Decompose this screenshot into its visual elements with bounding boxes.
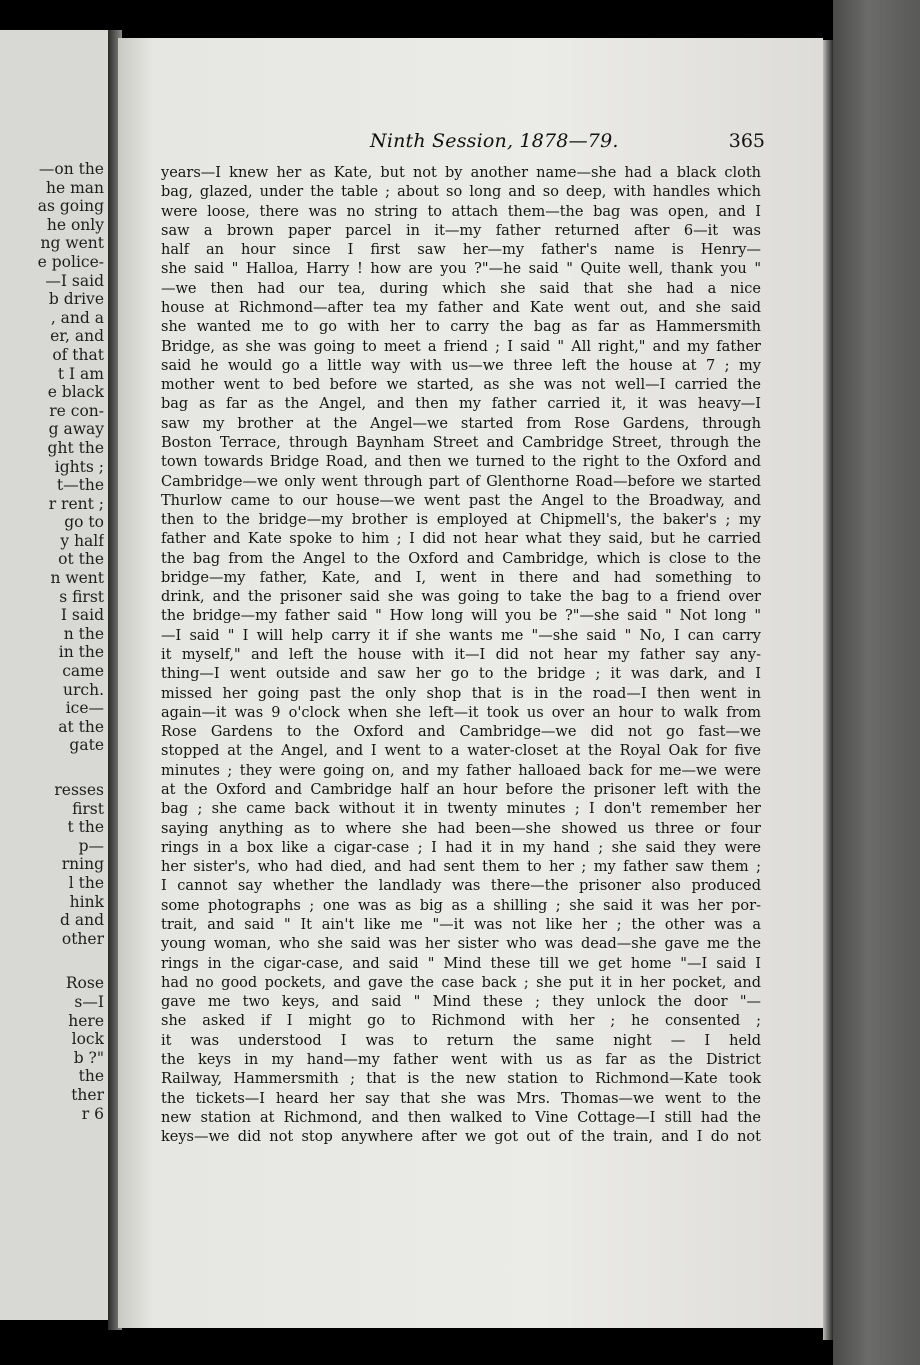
text-line: rings in the cigar-case, and said " Mind these till we get home "—I said I	[161, 955, 761, 972]
text-line: new station at Richmond, and then walked to Vine Cottage—I still had the	[161, 1109, 761, 1126]
text-line: stopped at the Angel, and I went to a water-closet at the Royal Oak for five	[161, 743, 761, 760]
text-line: said he would go a little way with us—we three left the house at 7 ; my	[161, 357, 761, 374]
text-line: Railway, Hammersmith ; that is the new station to Richmond—Kate took	[161, 1071, 761, 1088]
text-line: she said " Halloa, Harry ! how are you ?"—he said " Quite well, thank you "	[161, 261, 761, 278]
facing-page-line: in the	[58, 643, 104, 662]
text-line: at the Oxford and Cambridge half an hour before the prisoner left with the	[161, 782, 761, 798]
facing-page-line: he only	[46, 215, 104, 234]
facing-page-line: ot the	[58, 550, 104, 569]
text-line: Rose Gardens to the Oxford and Cambridge—we did not go fast—we	[161, 724, 761, 741]
text-line: it myself," and left the house with it—I did not hear my father say any-	[161, 647, 761, 664]
text-line: saw a brown paper parcel in it—my father returned after 6—it was	[161, 222, 761, 239]
text-line: it was understood I was to return the same night — I held	[161, 1032, 761, 1049]
running-head: Ninth Session, 1878—79.	[370, 130, 619, 152]
text-line: Thurlow came to our house—we went past the Angel to the Broadway, and	[161, 492, 761, 509]
background-shadow	[833, 0, 920, 1365]
text-line: again—it was 9 o'clock when she left—it took us over an hour to walk from	[161, 704, 761, 721]
text-line: mother went to bed before we started, as she was not well—I carried the	[161, 377, 761, 394]
text-line: she asked if I might go to Richmond with her ; he consented ;	[161, 1013, 761, 1030]
paragraph-gap	[0, 948, 104, 974]
text-line: she wanted me to go with her to carry the bag as far as Hammersmith	[161, 319, 761, 336]
text-line: I cannot say whether the landlady was there—the prisoner also produced	[161, 878, 761, 895]
text-line: her sister's, who had died, and had sent them to her ; my father saw them ;	[161, 859, 761, 876]
facing-page-line: er, and	[50, 327, 104, 346]
text-line: gave me two keys, and said " Mind these ; they unlock the door "—	[161, 994, 761, 1011]
facing-page-line: t I am	[57, 364, 104, 383]
facing-page-line: hink	[69, 892, 104, 911]
text-line: bag as far as the Angel, and then my father carried it, it was heavy—I	[161, 396, 761, 413]
facing-page-line: s first	[59, 587, 104, 606]
text-line: half an hour since I first saw her—my father's name is Henry—	[161, 242, 761, 259]
facing-page-line: go to	[64, 513, 104, 532]
facing-page-line: ng went	[40, 234, 104, 253]
facing-page-text	[0, 160, 104, 1123]
facing-page-line: d and	[60, 911, 104, 930]
facing-page-line: r rent ;	[48, 494, 104, 513]
facing-page-line: b ?"	[73, 1048, 104, 1067]
text-line: were loose, there was no string to attach them—the bag was open, and I	[161, 203, 761, 220]
facing-page-line: as going	[37, 197, 104, 216]
facing-page-line: s—I	[74, 992, 104, 1011]
facing-page-line: n went	[50, 569, 104, 588]
text-line: trait, and said " It ain't like me "—it was not like her ; the other was a	[161, 916, 761, 933]
facing-page-line: y half	[60, 531, 104, 550]
text-line: the keys in my hand—my father went with us as far as the District	[161, 1051, 761, 1068]
facing-page-line: rning	[61, 855, 104, 874]
text-line: house at Richmond—after tea my father and Kate went out, and she said	[161, 299, 761, 316]
facing-page-line: lock	[71, 1030, 104, 1049]
facing-page-line: urch.	[63, 680, 104, 699]
facing-page-line: , and a	[50, 308, 104, 327]
text-line: saw my brother at the Angel—we started from Rose Gardens, through	[161, 415, 761, 432]
text-line: minutes ; they were going on, and my father halloaed back for me—we were	[161, 762, 761, 779]
text-line: saying anything as to where she had been—she showed us three or four	[161, 820, 761, 837]
text-line: Cambridge—we only went through part of Glenthorne Road—before we started	[161, 473, 761, 490]
body-text	[161, 164, 761, 1147]
page	[118, 38, 823, 1328]
facing-page-line: ights ;	[54, 457, 104, 476]
text-line: the bridge—my father said " How long will you be ?"—she said " Not long "	[161, 608, 761, 625]
facing-page-line: l the	[68, 873, 104, 892]
text-line: town towards Bridge Road, and then we turned to the right to the Oxford and	[161, 454, 761, 471]
facing-page-line: t the	[67, 818, 104, 837]
facing-page-line: —on the	[38, 160, 104, 178]
facing-page-line: other	[61, 929, 104, 948]
text-line: keys—we did not stop anywhere after we got out of the train, and I do not	[161, 1129, 761, 1146]
facing-page-line: n the	[63, 624, 104, 643]
facing-page-line: first	[72, 799, 104, 818]
text-line: then to the bridge—my brother is employed at Chipmell's, the baker's ; my	[161, 512, 761, 529]
facing-page-line: ther	[71, 1085, 104, 1104]
text-line: —we then had our tea, during which she said that she had a nice	[161, 280, 761, 297]
facing-page-line: e police-	[37, 252, 104, 271]
facing-page-line: r 6	[81, 1104, 104, 1123]
facing-page-line: came	[62, 662, 104, 681]
facing-page-line: Rose	[65, 974, 104, 993]
facing-page-line: e black	[47, 383, 104, 402]
text-line: years—I knew her as Kate, but not by another name—she had a black cloth	[161, 165, 761, 181]
facing-page-line: gate	[69, 736, 104, 755]
facing-page-line: I said	[60, 606, 104, 625]
text-line: thing—I went outside and saw her go to the bridge ; it was dark, and I	[161, 666, 761, 683]
text-line: bridge—my father, Kate, and I, went in there and had something to	[161, 569, 761, 586]
text-line: Bridge, as she was going to meet a friend ; I said " All right," and my father	[161, 338, 761, 355]
facing-page-line: t—the	[56, 476, 104, 495]
text-line: father and Kate spoke to him ; I did not hear what they said, but he carried	[161, 531, 761, 548]
paragraph-gap	[0, 755, 104, 781]
page-number: 365	[728, 130, 765, 152]
facing-page-line: at the	[58, 717, 104, 736]
text-line: bag ; she came back without it in twenty minutes ; I don't remember her	[161, 801, 761, 818]
text-line: Boston Terrace, through Baynham Street and Cambridge Street, through the	[161, 434, 761, 451]
text-line: some photographs ; one was as big as a shilling ; she said it was her por-	[161, 897, 761, 914]
text-line: the tickets—I heard her say that she was Mrs. Thomas—we went to the	[161, 1090, 761, 1107]
text-line: missed her going past the only shop that is in the road—I then went in	[161, 685, 761, 702]
page-edge	[823, 40, 833, 1340]
facing-page-line: resses	[54, 781, 104, 799]
facing-page-line: —I said	[45, 271, 104, 290]
text-line: had no good pockets, and gave the case back ; she put it in her pocket, and	[161, 974, 761, 991]
text-line: young woman, who she said was her sister who was dead—she gave me the	[161, 936, 761, 953]
text-line: bag, glazed, under the table ; about so long and so deep, with handles which	[161, 184, 761, 201]
page-header	[118, 130, 823, 160]
facing-page-line: of that	[52, 345, 104, 364]
facing-page-line: re con-	[49, 401, 104, 420]
text-line: —I said " I will help carry it if she wants me "—she said " No, I can carry	[161, 627, 761, 644]
facing-page-line: he man	[45, 178, 104, 197]
facing-page	[0, 30, 111, 1320]
text-line: drink, and the prisoner said she was going to take the bag to a friend over	[161, 589, 761, 606]
facing-page-line: ice—	[65, 699, 104, 718]
facing-page-line: here	[68, 1011, 104, 1030]
facing-page-line: g away	[48, 420, 104, 439]
facing-page-line: the	[78, 1067, 104, 1086]
facing-page-line: p—	[78, 836, 104, 855]
facing-page-line: ght the	[47, 438, 104, 457]
text-line: the bag from the Angel to the Oxford and Cambridge, which is close to the	[161, 550, 761, 567]
facing-page-line: b drive	[48, 290, 104, 309]
text-line: rings in a box like a cigar-case ; I had it in my hand ; she said they were	[161, 839, 761, 856]
